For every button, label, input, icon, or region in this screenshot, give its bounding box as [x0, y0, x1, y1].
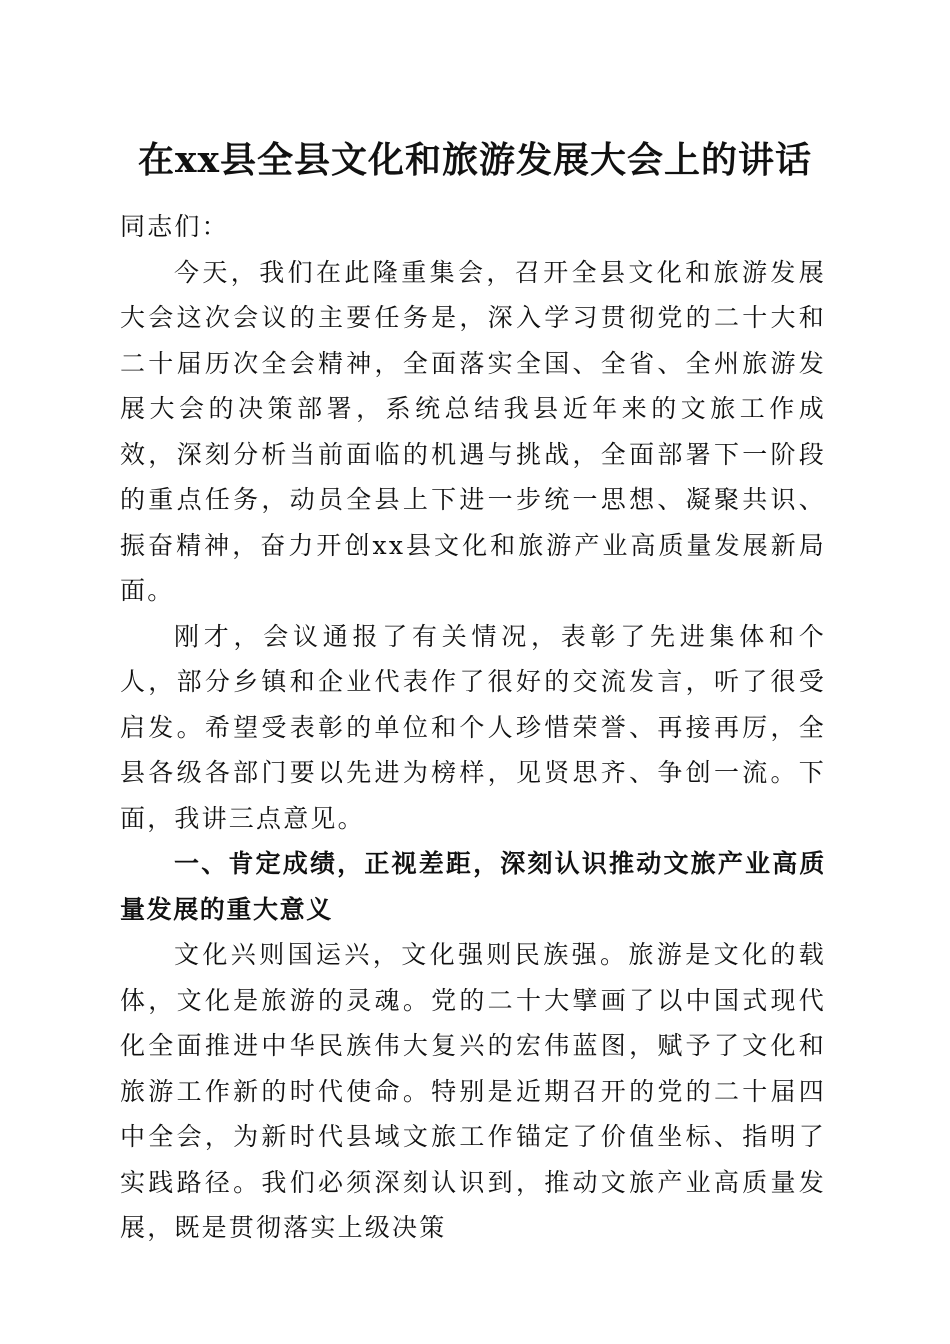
- section-paragraph: 文化兴则国运兴，文化强则民族强。旅游是文化的载体，文化是旅游的灵魂。党的二十大擘画了以中国式现代化全面推进中华民族伟大复兴的宏伟蓝图，赋予了文化和旅游工作新的时代使命。特别是近期召开的党的二十届四中全会，为新时代县域文旅工作锚定了价值坐标、指明了实践路径。我们必须深刻认识到，推动文旅产业高质量发展，既是贯彻落实上级决策: [120, 940, 826, 1242]
- document-title: 在xx县全县文化和旅游发展大会上的讲话: [138, 139, 812, 181]
- paragraph-opening: 今天，我们在此隆重集会，召开全县文化和旅游发展大会这次会议的主要任务是，深入学习贯彻党的二十大和二十届历次全会精神，全面落实全国、全省、全州旅游发展大会的决策部署，系统总结我县近年来的文旅工作成效，深刻分析当前面临的机遇与挑战，全面部署下一阶段的重点任务，动员全县上下进一步统一思想、凝聚共识、振奋精神，奋力开创xx县文化和旅游产业高质量发展新局面。: [120, 257, 826, 605]
- salutation: 同志们：: [120, 212, 229, 241]
- document-body: [120, 204, 826, 1251]
- section-heading: 一、肯定成绩，正视差距，深刻认识推动文旅产业高质量发展的重大意义: [120, 849, 826, 924]
- paragraph-remarks: 刚才，会议通报了有关情况，表彰了先进集体和个人，部分乡镇和企业代表作了很好的交流发言，听了很受启发。希望受表彰的单位和个人珍惜荣誉、再接再厉，全县各级各部门要以先进为榜样，见贤思齐、争创一流。下面，我讲三点意见。: [120, 621, 826, 833]
